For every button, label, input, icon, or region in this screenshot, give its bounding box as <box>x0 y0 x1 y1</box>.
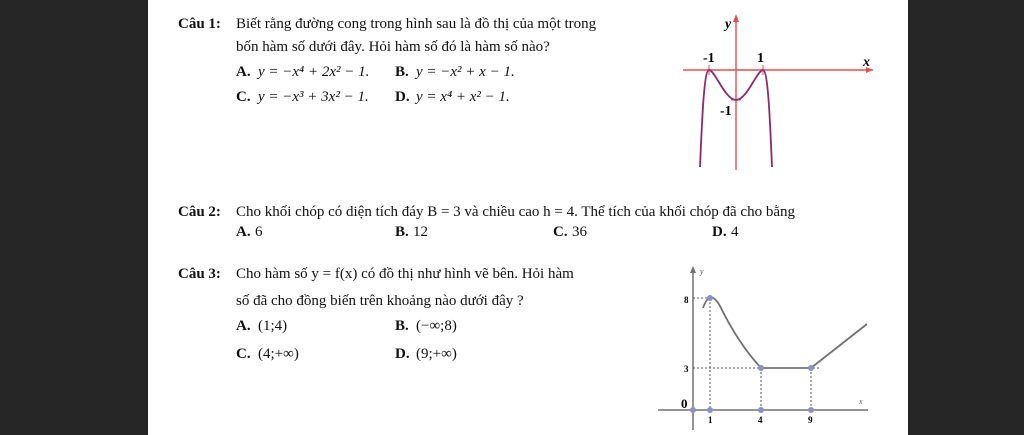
q1-option-b: y = −x² + x − 1. <box>416 64 515 80</box>
q3-axis-point-4 <box>758 407 764 413</box>
q3-option-d-key: D. <box>395 346 410 362</box>
q3-x1-label: 1 <box>708 415 713 425</box>
q3-label: Câu 3: <box>178 266 221 282</box>
q2-option-b: 12 <box>413 224 428 240</box>
q1-text-line1: Biết rằng đường cong trong hình sau là đồ thị của một trong <box>236 16 597 32</box>
q3-origin-label: 0 <box>681 396 688 411</box>
q3-point-x4 <box>758 365 764 371</box>
q3-axis-point-1 <box>707 407 713 413</box>
q1-label-pos1: 1 <box>757 51 764 66</box>
document-page <box>148 0 908 435</box>
q2-option-d-key: D. <box>712 224 727 240</box>
q2-option-d: 4 <box>731 224 739 240</box>
q2-text: Cho khối chóp có diện tích đáy B = 3 và chiều cao h = 4. Thể tích của khối chóp đã cho bằng <box>236 204 795 220</box>
q2-option-a-key: A. <box>236 224 251 240</box>
q3-curve <box>703 297 867 368</box>
q1-quartic-graph <box>673 10 878 175</box>
q1-option-c: y = −x³ + 3x² − 1. <box>258 89 369 105</box>
q3-text-line1: Cho hàm số y = f(x) có đồ thị như hình vẽ bên. Hỏi hàm <box>236 266 574 282</box>
q1-y-label: y <box>725 17 732 32</box>
q1-option-d-key: D. <box>395 89 410 105</box>
q1-option-d: y = x⁴ + x² − 1. <box>416 89 510 105</box>
q3-y-label: y <box>700 267 704 276</box>
q3-option-d: (9;+∞) <box>416 346 457 362</box>
q2-option-c: 36 <box>572 224 587 240</box>
q2-option-c-key: C. <box>553 224 568 240</box>
q2-option-a: 6 <box>255 224 263 240</box>
q3-axis-point-origin <box>690 407 696 413</box>
q3-x9-label: 9 <box>808 415 813 425</box>
q1-text-line2: bốn hàm số dưới đây. Hỏi hàm số đó là hàm số nào? <box>236 39 550 55</box>
q3-point-max <box>707 295 713 301</box>
dark-margin-left <box>0 0 148 435</box>
q3-option-b-key: B. <box>395 318 409 334</box>
q3-axis-point-9 <box>808 407 814 413</box>
q3-x4-label: 4 <box>758 415 763 425</box>
q1-label: Câu 1: <box>178 16 221 32</box>
q1-x-label: x <box>863 55 870 70</box>
q1-y-axis-arrow <box>733 14 739 22</box>
q2-label: Câu 2: <box>178 204 221 220</box>
q3-option-a-key: A. <box>236 318 251 334</box>
q3-option-b: (−∞;8) <box>416 318 457 334</box>
q3-y-axis-arrow <box>690 266 696 273</box>
q3-y3-label: 3 <box>684 364 689 374</box>
q3-point-x9 <box>808 365 814 371</box>
q3-option-c-key: C. <box>236 346 251 362</box>
dark-margin-right <box>908 0 1024 435</box>
q1-label-neg1: -1 <box>703 51 715 66</box>
q1-option-c-key: C. <box>236 89 251 105</box>
q3-function-graph <box>653 258 878 435</box>
q3-text-line2: số đã cho đồng biến trên khoảng nào dưới đây ? <box>236 293 524 309</box>
q1-option-b-key: B. <box>395 64 409 80</box>
q3-y8-label: 8 <box>684 295 689 305</box>
q1-option-a-key: A. <box>236 64 251 80</box>
q1-label-y-neg1: -1 <box>720 104 732 119</box>
q3-x-label: x <box>859 397 863 406</box>
q3-option-a: (1;4) <box>258 318 288 334</box>
q2-option-b-key: B. <box>395 224 409 240</box>
q1-option-a: y = −x⁴ + 2x² − 1. <box>258 64 370 80</box>
q3-option-c: (4;+∞) <box>258 346 299 362</box>
